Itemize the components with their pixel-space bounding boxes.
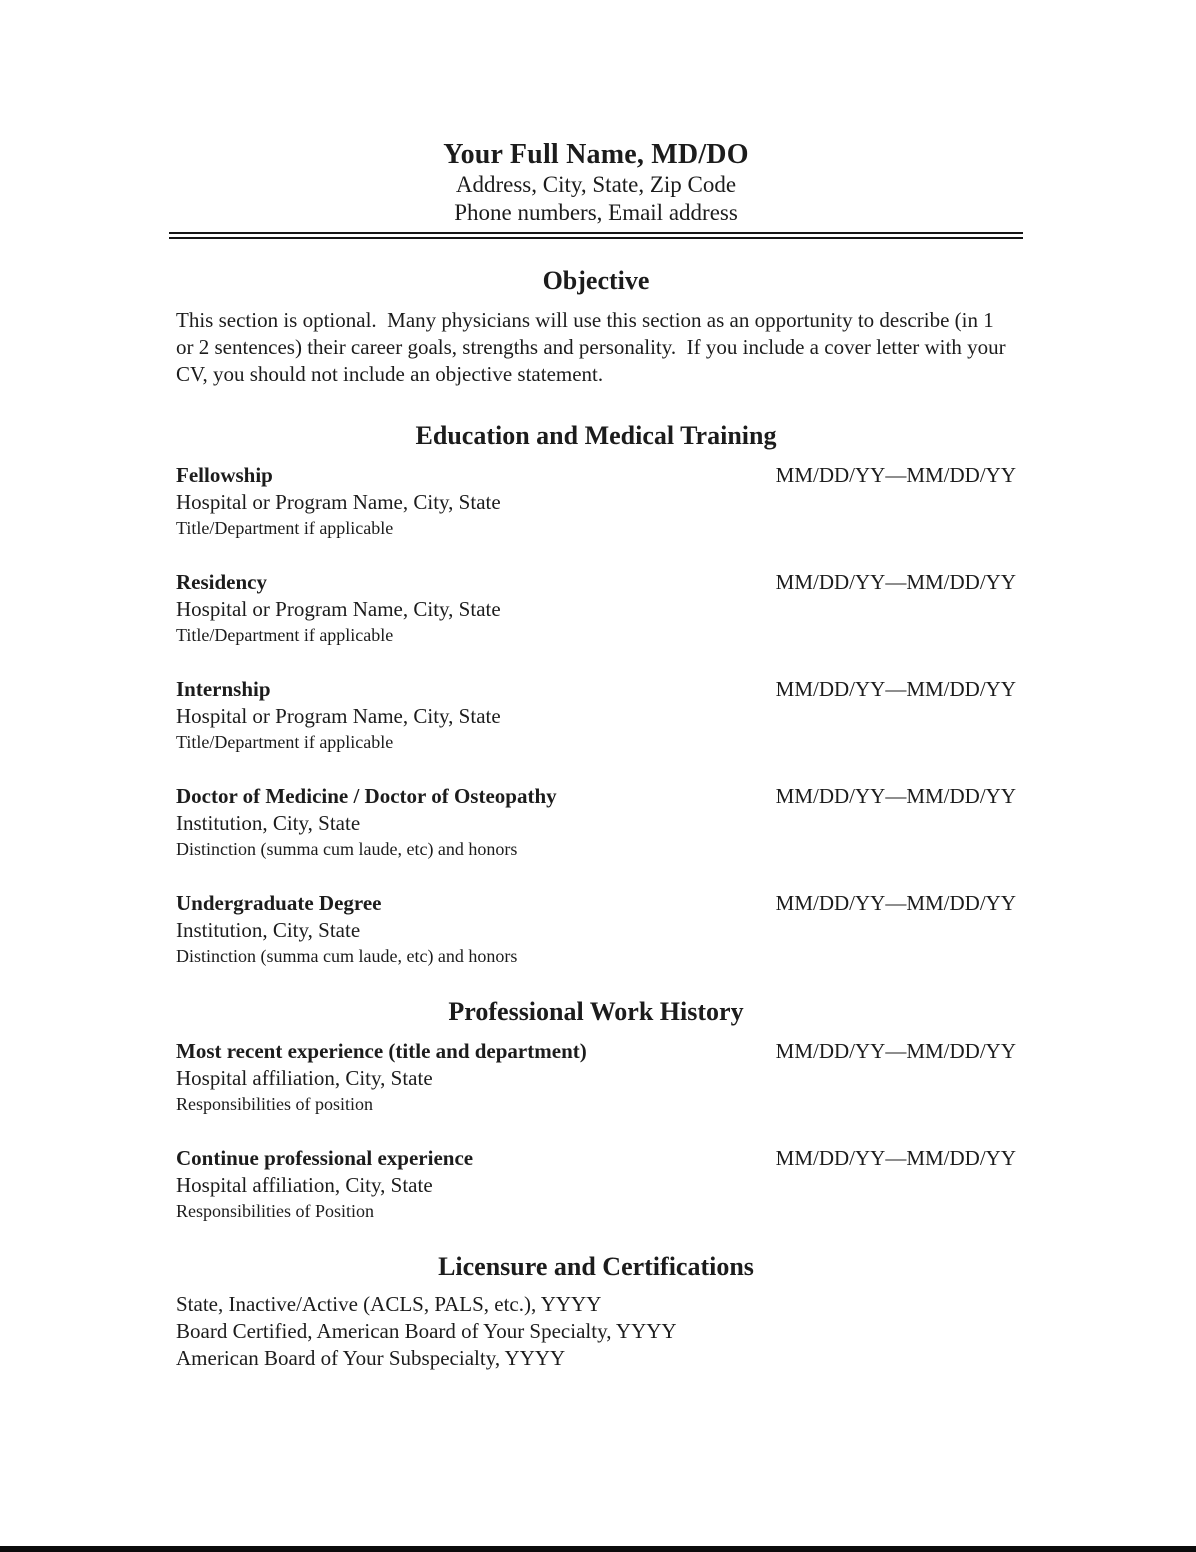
section-work-history: [176, 997, 1016, 1223]
entry-detail: Distinction (summa cum laude, etc) and honors: [176, 839, 518, 859]
entry-organization: Hospital or Program Name, City, State: [176, 490, 501, 514]
licensure-lines: [176, 1291, 1016, 1372]
entry-title-row: [176, 569, 1016, 596]
section-licensure: [176, 1252, 1016, 1372]
licensure-heading: Licensure and Certifications: [438, 1252, 754, 1281]
entry-title-row: [176, 462, 1016, 489]
objective-body: This section is optional. Many physicians will use this section as an opportunity to describe (in 1 or 2 sentences) their career goals, strengths and personality. If you include a cover letter with your CV, you should not include an objective statement.: [176, 308, 1011, 386]
entry-dates: MM/DD/YY—MM/DD/YY: [775, 891, 1016, 915]
entry-title: Internship: [176, 677, 271, 701]
entry-organization: Hospital or Program Name, City, State: [176, 704, 501, 728]
entry-organization: Hospital or Program Name, City, State: [176, 597, 501, 621]
entry-title: Residency: [176, 570, 267, 594]
licensure-line: American Board of Your Subspecialty, YYYY: [176, 1346, 566, 1370]
entry-title: Undergraduate Degree: [176, 891, 382, 915]
education-entries: [176, 462, 1016, 968]
education-entry-undergraduate: [176, 890, 1016, 968]
work-history-heading: Professional Work History: [448, 997, 744, 1026]
work-history-entries: [176, 1038, 1016, 1223]
scan-edge-bar: [0, 1546, 1196, 1552]
entry-detail: Responsibilities of Position: [176, 1201, 375, 1221]
work-entry-most-recent: [176, 1038, 1016, 1116]
education-heading: Education and Medical Training: [415, 421, 777, 450]
entry-detail: Title/Department if applicable: [176, 625, 394, 645]
entry-detail: Title/Department if applicable: [176, 732, 394, 752]
education-entry-md-do: [176, 783, 1016, 861]
work-entry-continued: [176, 1145, 1016, 1223]
entry-title: Doctor of Medicine / Doctor of Osteopathy: [176, 784, 557, 808]
entry-dates: MM/DD/YY—MM/DD/YY: [775, 1146, 1016, 1170]
objective-heading: Objective: [542, 266, 650, 295]
entry-dates: MM/DD/YY—MM/DD/YY: [775, 677, 1016, 701]
entry-organization: Hospital affiliation, City, State: [176, 1173, 433, 1197]
cv-header: [176, 138, 1016, 227]
entry-organization: Institution, City, State: [176, 918, 361, 942]
education-entry-internship: [176, 676, 1016, 754]
cv-content: [176, 0, 1016, 1372]
entry-title: Continue professional experience: [176, 1146, 474, 1170]
entry-dates: MM/DD/YY—MM/DD/YY: [775, 570, 1016, 594]
contact-line: Phone numbers, Email address: [454, 200, 738, 225]
entry-detail: Responsibilities of position: [176, 1094, 374, 1114]
entry-title-row: [176, 1145, 1016, 1172]
entry-dates: MM/DD/YY—MM/DD/YY: [775, 463, 1016, 487]
licensure-line: Board Certified, American Board of Your Specialty, YYYY: [176, 1319, 677, 1343]
header-double-rule: [169, 232, 1023, 239]
entry-title-row: [176, 783, 1016, 810]
entry-title-row: [176, 1038, 1016, 1065]
entry-title: Most recent experience (title and department): [176, 1039, 587, 1063]
section-objective: [176, 266, 1016, 388]
entry-detail: Distinction (summa cum laude, etc) and honors: [176, 946, 518, 966]
entry-detail: Title/Department if applicable: [176, 518, 394, 538]
entry-organization: Institution, City, State: [176, 811, 361, 835]
address-line: Address, City, State, Zip Code: [455, 172, 737, 197]
entry-dates: MM/DD/YY—MM/DD/YY: [775, 1039, 1016, 1063]
licensure-line: State, Inactive/Active (ACLS, PALS, etc.), YYYY: [176, 1292, 602, 1316]
entry-title-row: [176, 890, 1016, 917]
entry-organization: Hospital affiliation, City, State: [176, 1066, 433, 1090]
education-entry-residency: [176, 569, 1016, 647]
entry-dates: MM/DD/YY—MM/DD/YY: [775, 784, 1016, 808]
entry-title-row: [176, 676, 1016, 703]
education-entry-fellowship: [176, 462, 1016, 540]
section-education: [176, 421, 1016, 968]
full-name: Your Full Name, MD/DO: [443, 139, 749, 170]
entry-title: Fellowship: [176, 463, 273, 487]
